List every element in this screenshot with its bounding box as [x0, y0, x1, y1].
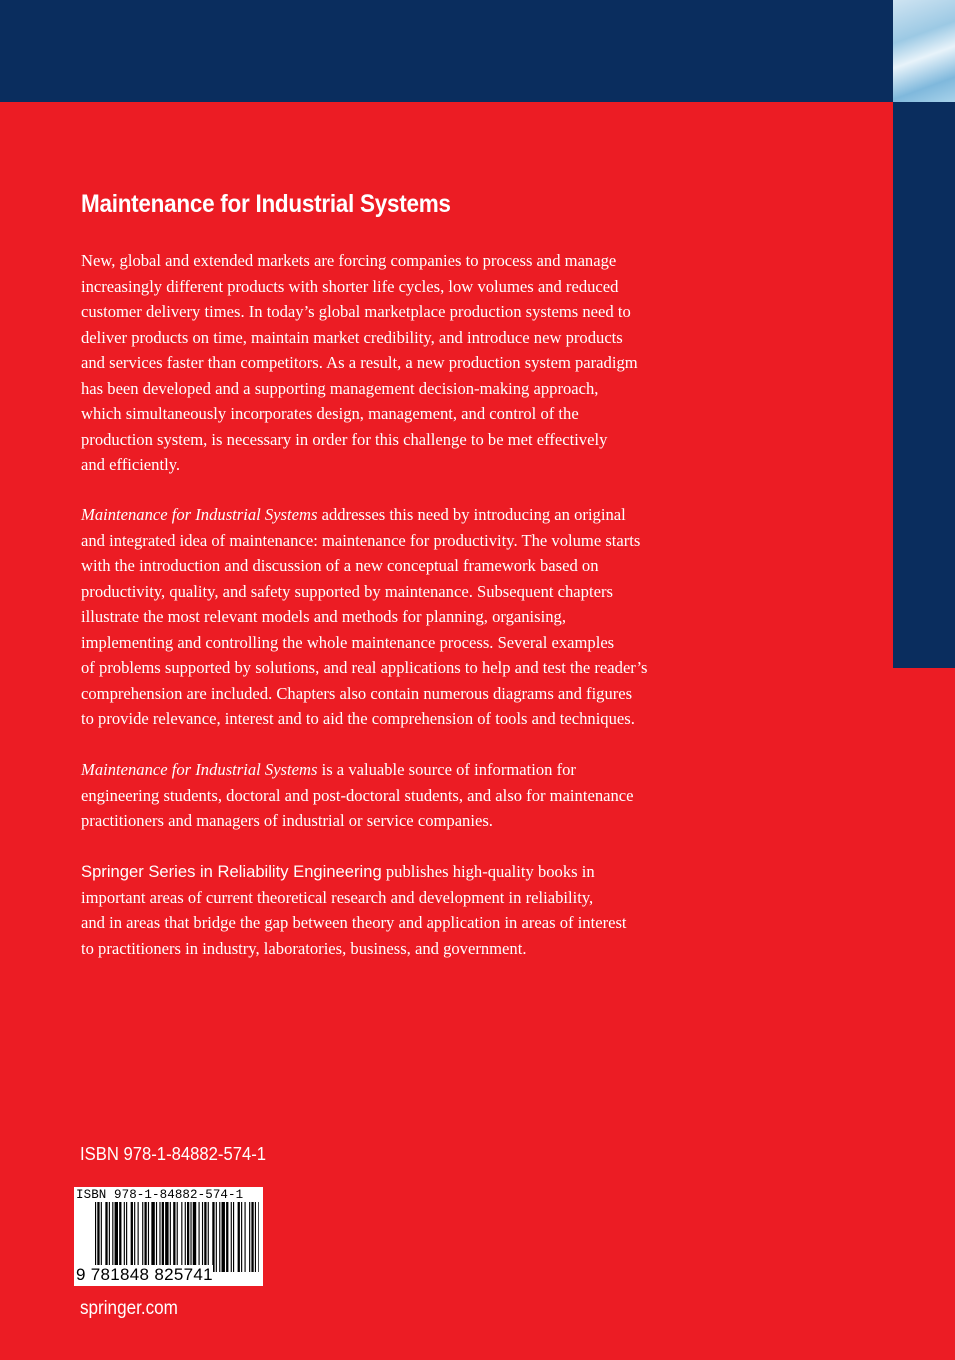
text-line: [81, 502, 721, 528]
barcode-bar: [159, 1202, 160, 1272]
barcode-bar: [181, 1202, 182, 1272]
barcode-bar: [233, 1202, 234, 1272]
barcode-bar: [144, 1202, 146, 1272]
text-line: practitioners and managers of industrial or service companies.: [81, 811, 493, 830]
barcode-bar: [187, 1202, 189, 1272]
barcode-bar: [238, 1202, 240, 1272]
publisher-website: springer.com: [80, 1298, 178, 1319]
text-line: customer delivery times. In today’s global marketplace production systems need to: [81, 302, 631, 321]
text-line: productivity, quality, and safety supported by maintenance. Subsequent chapters: [81, 581, 613, 601]
italic-book-title: Maintenance for Industrial Systems: [81, 505, 318, 524]
barcode-bar: [245, 1202, 246, 1272]
barcode-bar: [177, 1202, 178, 1272]
text-line: with the introduction and discussion of a new conceptual framework based on: [81, 556, 599, 575]
series-name: Springer Series in Reliability Engineering: [81, 862, 382, 881]
barcode-bar: [216, 1202, 217, 1272]
text-line: illustrate the most relevant models and methods for planning, organising,: [81, 607, 566, 626]
barcode-bar: [162, 1202, 164, 1272]
text-fragment: is a valuable source of information for: [317, 760, 576, 779]
barcode-bar: [115, 1202, 118, 1272]
barcode-bar: [101, 1202, 102, 1272]
barcode-bar: [138, 1202, 139, 1272]
barcode-bar: [199, 1202, 200, 1272]
text-line: to practitioners in industry, laboratories, business, and government.: [81, 938, 527, 958]
text-line: which simultaneously incorporates design, management, and control of the: [81, 404, 579, 423]
top-navy-band: [0, 0, 893, 102]
barcode-bar: [151, 1202, 154, 1272]
barcode-digits-text: 9 781848 825741: [76, 1265, 213, 1284]
barcode-bar: [208, 1202, 209, 1272]
paragraph-audience: [81, 757, 721, 834]
barcode-bar: [231, 1202, 232, 1272]
barcode-bar: [255, 1202, 256, 1272]
paragraph-series: [81, 859, 721, 961]
barcode-bars: [95, 1202, 259, 1272]
paragraph-intro: [81, 248, 721, 478]
text-line: [81, 757, 721, 783]
barcode-bar: [226, 1202, 228, 1272]
barcode-bar: [112, 1202, 113, 1272]
text-line: and services faster than competitors. As a result, a new production system paradigm: [81, 353, 638, 372]
barcode-bar: [170, 1202, 171, 1272]
italic-book-title: Maintenance for Industrial Systems: [81, 760, 318, 779]
text-line: increasingly different products with shorter life cycles, low volumes and reduced: [81, 276, 619, 296]
barcode-bar: [119, 1202, 121, 1272]
text-fragment: addresses this need by introducing an original: [317, 505, 626, 524]
text-line: engineering students, doctoral and post-doctoral students, and also for maintenance: [81, 785, 634, 805]
barcode-bar: [249, 1202, 250, 1272]
barcode-bar: [251, 1202, 253, 1272]
text-line: and in areas that bridge the gap between theory and application in areas of interest: [81, 913, 627, 932]
paragraph-scope: [81, 502, 721, 732]
text-line: to provide relevance, interest and to aid the comprehension of tools and techniques.: [81, 709, 635, 728]
barcode-bar: [204, 1202, 206, 1272]
book-title: Maintenance for Industrial Systems: [81, 190, 451, 218]
barcode-isbn-text: ISBN 978-1-84882-574-1: [76, 1188, 244, 1202]
barcode-bar: [258, 1202, 259, 1272]
barcode-bar: [124, 1202, 125, 1272]
barcode-bar: [156, 1202, 157, 1272]
isbn-barcode: [74, 1187, 263, 1286]
text-line: production system, is necessary in order for this challenge to be met effectively: [81, 429, 608, 449]
cover-photo-strip: [893, 0, 955, 102]
barcode-bar: [185, 1202, 186, 1272]
barcode-bar: [105, 1202, 107, 1272]
barcode-bar: [241, 1202, 242, 1272]
text-line: and integrated idea of maintenance: maintenance for productivity. The volume starts: [81, 530, 641, 550]
text-line: deliver products on time, maintain market credibility, and introduce new products: [81, 327, 623, 347]
barcode-bar: [222, 1202, 225, 1272]
text-line: important areas of current theoretical research and development in reliability,: [81, 887, 594, 907]
barcode-bar: [165, 1202, 168, 1272]
text-fragment: publishes high-quality books in: [381, 862, 595, 881]
barcode-bar: [212, 1202, 214, 1272]
barcode-bar: [109, 1202, 110, 1272]
barcode-digits: [76, 1265, 213, 1285]
barcode-bar: [202, 1202, 203, 1272]
text-line: comprehension are included. Chapters also contain numerous diagrams and figures: [81, 683, 633, 703]
text-line: New, global and extended markets are forcing companies to process and manage: [81, 251, 617, 270]
barcode-bar: [148, 1202, 149, 1272]
text-line: and efficiently.: [81, 455, 181, 474]
barcode-bar: [134, 1202, 135, 1272]
barcode-bar: [193, 1202, 196, 1272]
barcode-bar: [95, 1202, 96, 1272]
text-line: has been developed and a supporting management decision-making approach,: [81, 378, 599, 398]
isbn-label: ISBN 978-1-84882-574-1: [80, 1143, 267, 1164]
barcode-bar: [126, 1202, 127, 1272]
barcode-bar: [131, 1202, 133, 1272]
barcode-bar: [142, 1202, 143, 1272]
barcode-bar: [190, 1202, 191, 1272]
barcode-bar: [219, 1202, 220, 1272]
text-line: [81, 859, 721, 885]
text-line: of problems supported by solutions, and real applications to help and test the reader’s: [81, 658, 648, 677]
barcode-bar: [173, 1202, 175, 1272]
side-navy-band: [893, 102, 955, 668]
barcode-bar: [97, 1202, 99, 1272]
text-line: implementing and controlling the whole maintenance process. Several examples: [81, 632, 615, 652]
